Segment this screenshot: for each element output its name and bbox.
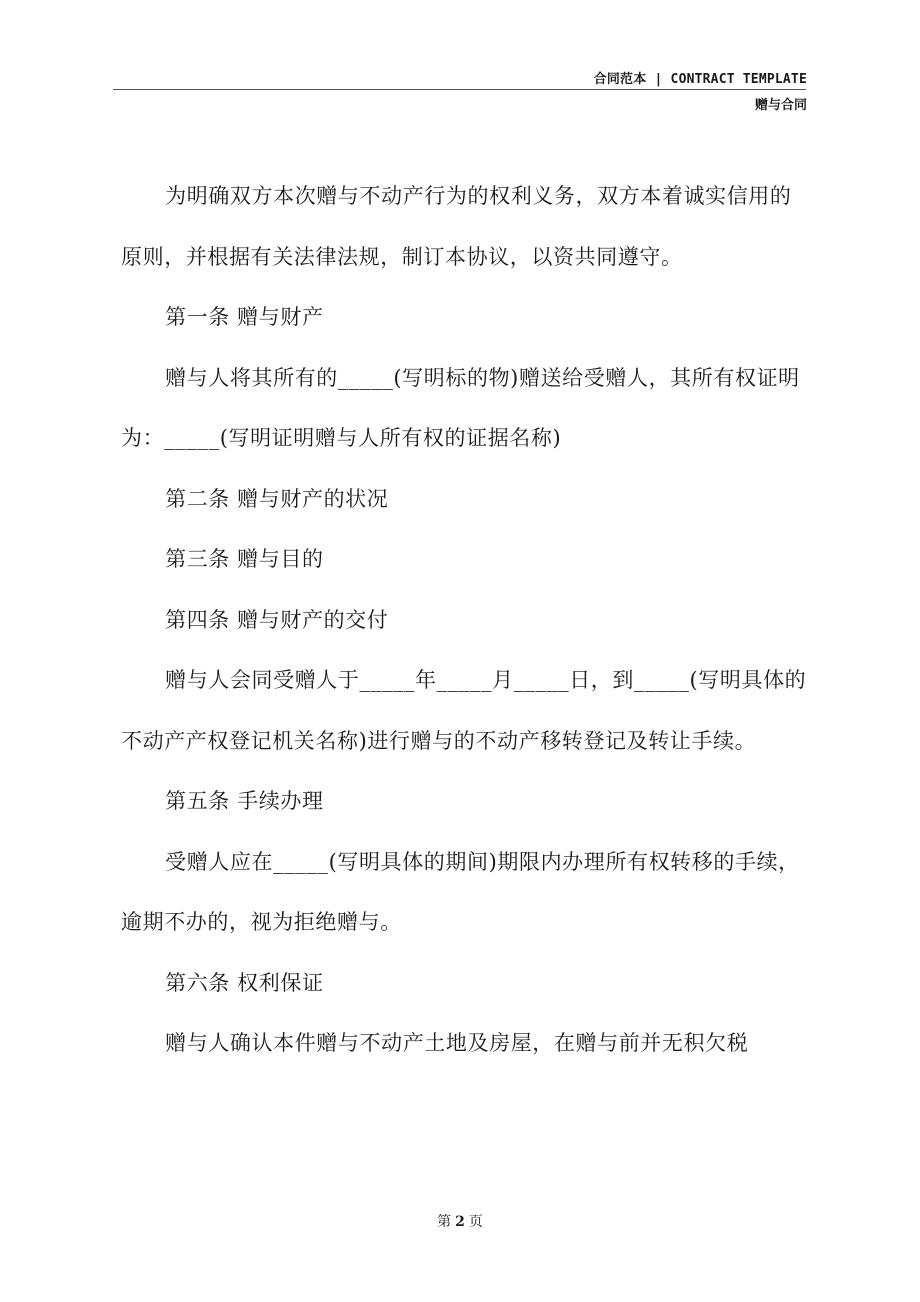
page-number-value: 2 — [455, 1214, 465, 1230]
page-number — [0, 1211, 920, 1231]
article-1-heading: 第一条 赠与财产 — [165, 305, 324, 329]
article-4-paragraph: 赠与人会同受赠人于_____年_____月_____日，到_____(写明具体的不动产产权登记机关名称)进行赠与的不动产移转登记及转让手续。 — [121, 668, 807, 753]
header-brand: 合同范本 | CONTRACT TEMPLATE — [593, 72, 807, 87]
article-4-heading: 第四条 赠与财产的交付 — [165, 607, 389, 632]
article-6-paragraph: 赠与人确认本件赠与不动产土地及房屋，在赠与前并无积欠税 — [165, 1031, 749, 1055]
article-6-heading: 第六条 权利保证 — [165, 970, 324, 995]
article-3-heading: 第三条 赠与目的 — [165, 547, 324, 571]
article-2-heading: 第二条 赠与财产的状况 — [165, 486, 389, 511]
article-5-heading: 第五条 手续办理 — [165, 789, 324, 813]
document-title: 赠与合同 — [754, 98, 807, 113]
article-1-paragraph: 赠与人将其所有的_____(写明标的物)赠送给受赠人，其所有权证明为：_____(写明证明赠与人所有权的证据名称) — [121, 365, 800, 450]
contract-body — [121, 166, 811, 1074]
header-divider — [113, 89, 806, 90]
preamble-paragraph: 为明确双方本次赠与不动产行为的权利义务，双方本着诚实信用的原则，并根据有关法律法规，制订本协议，以资共同遵守。 — [121, 184, 792, 269]
article-5-paragraph: 受赠人应在_____(写明具体的期间)期限内办理所有权转移的手续，逾期不办的，视为拒绝赠与。 — [121, 849, 800, 934]
page-prefix: 第 — [437, 1214, 452, 1230]
page-suffix: 页 — [468, 1214, 483, 1230]
